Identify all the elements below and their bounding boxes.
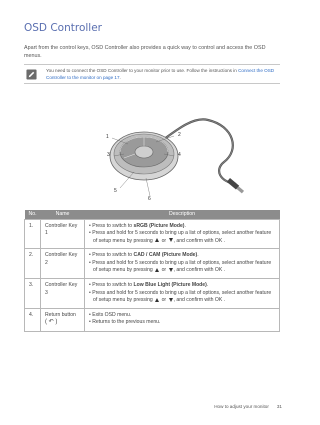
- footer-section: How to adjust your monitor: [214, 404, 269, 409]
- down-arrow-icon: [169, 268, 173, 272]
- row-name: Controller Key 3: [41, 279, 85, 309]
- table-header-row: [25, 210, 280, 219]
- table-row: [25, 308, 280, 331]
- row-number: 1.: [25, 219, 41, 249]
- row-description: • Press to switch to Low Blue Light (Picture Mode). • Press and hold for 5 seconds to bring up a list of options, select another feature of setup menu by pressing or , and confirm with OK .: [85, 279, 280, 309]
- row-description: • Exits OSD menu. • Returns to the previous menu.: [85, 308, 280, 331]
- note-link[interactable]: Connect the OSD Controller to the monitor on page 17: [46, 68, 275, 80]
- header-description: Description: [85, 210, 280, 219]
- page-title: OSD Controller: [24, 22, 103, 34]
- table-row: [25, 219, 280, 249]
- callout-4: 4: [178, 152, 181, 158]
- table-row: [25, 249, 280, 279]
- row-number: 4.: [25, 308, 41, 331]
- row-description: • Press to switch to CAD / CAM (Picture Mode). • Press and hold for 5 seconds to bring up a list of options, select another feature of setup menu by pressing or , and confirm with OK .: [85, 249, 280, 279]
- header-no: No.: [25, 210, 41, 219]
- osd-controller-figure: [24, 112, 280, 204]
- callout-3: 3: [107, 152, 110, 158]
- row-name: Return button ( ↶ ): [41, 308, 85, 331]
- table-row: [25, 279, 280, 309]
- intro-paragraph: Apart from the control keys, OSD Controller also provides a quick way to control and access the OSD menus.: [24, 45, 266, 59]
- up-arrow-icon: [155, 238, 159, 242]
- osd-controller-table: [24, 210, 280, 332]
- callout-2: 2: [178, 132, 181, 138]
- note-box: [24, 64, 280, 84]
- up-arrow-icon: [155, 268, 159, 272]
- up-arrow-icon: [155, 298, 159, 302]
- pencil-note-icon: [26, 69, 37, 80]
- row-description: • Press to switch to sRGB (Picture Mode). • Press and hold for 5 seconds to bring up a list of options, select another feature of setup menu by pressing or , and confirm with OK .: [85, 219, 280, 249]
- down-arrow-icon: [169, 238, 173, 242]
- osd-controller-illustration: [24, 112, 280, 204]
- callout-1: 1: [106, 134, 109, 140]
- row-number: 2.: [25, 249, 41, 279]
- down-arrow-icon: [169, 298, 173, 302]
- callout-6: 6: [148, 196, 151, 202]
- note-text: You need to connect the OSD Controller to your monitor prior to use. Follow the instructions in Connect the OSD Controller to the monitor on page 17.: [46, 68, 275, 80]
- row-name: Controller Key 2: [41, 249, 85, 279]
- page-number: 31: [276, 404, 282, 409]
- row-name: Controller Key 1: [41, 219, 85, 249]
- page-footer: [214, 404, 282, 409]
- header-name: Name: [41, 210, 85, 219]
- row-number: 3.: [25, 279, 41, 309]
- return-icon: ( ↶ ): [45, 319, 58, 326]
- callout-5: 5: [114, 188, 117, 194]
